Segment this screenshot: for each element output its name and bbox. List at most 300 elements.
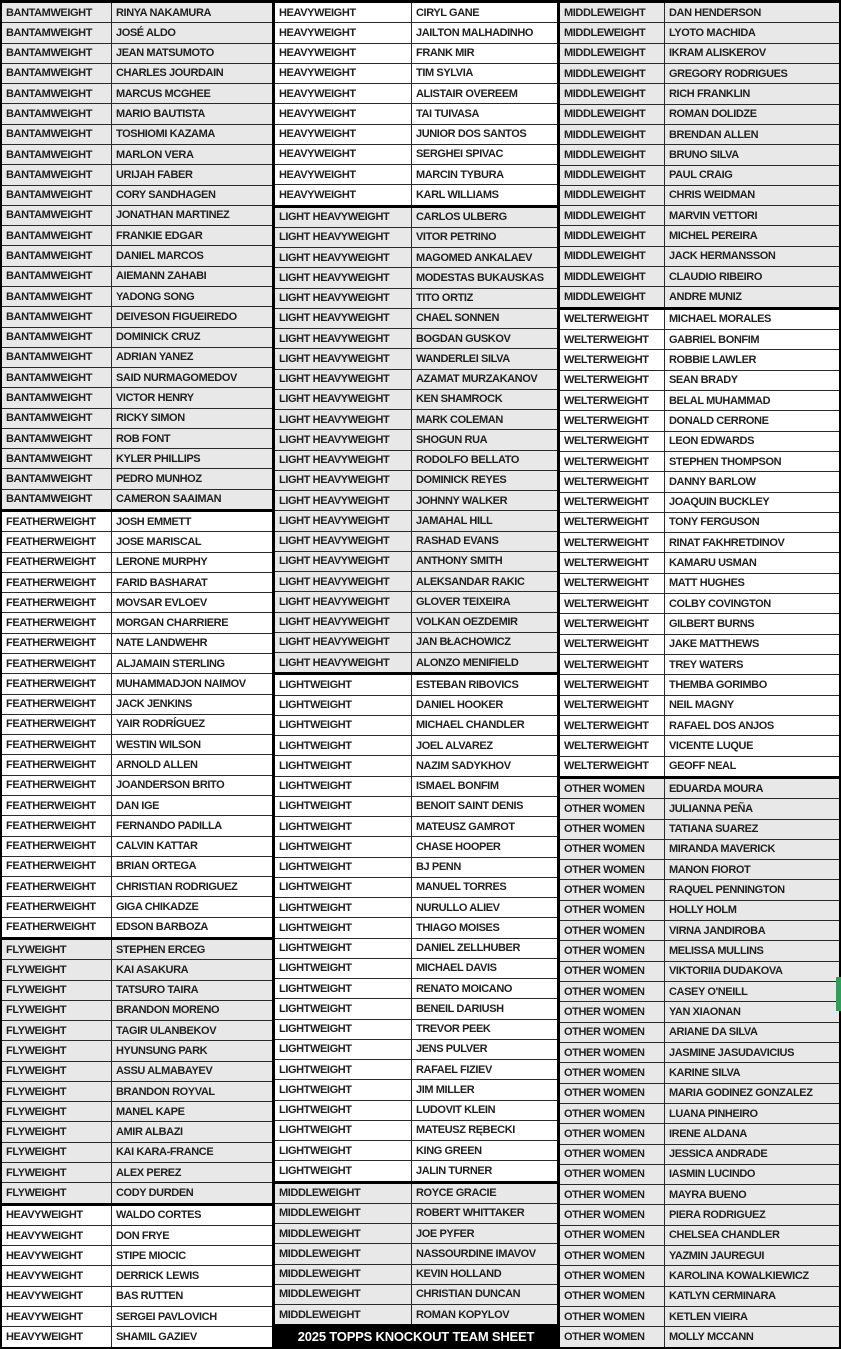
fighter-name-cell[interactable]: PAUL CRAIG [669, 169, 733, 182]
weight-class-cell[interactable]: OTHER WOMEN [560, 1205, 665, 1224]
fighter-name-cell[interactable]: THEMBA GORIMBO [669, 678, 767, 691]
fighter-name-cell[interactable]: MARVIN VETTORI [669, 209, 758, 222]
weight-class-cell[interactable]: HEAVYWEIGHT [275, 44, 412, 63]
weight-class-cell[interactable]: HEAVYWEIGHT [275, 64, 412, 83]
weight-class-cell[interactable]: WELTERWEIGHT [560, 411, 665, 430]
fighter-name-cell[interactable]: ALJAMAIN STERLING [116, 657, 225, 670]
fighter-name-cell[interactable]: GLOVER TEIXEIRA [416, 595, 511, 608]
weight-class-cell[interactable]: LIGHTWEIGHT [275, 736, 412, 755]
fighter-name-cell[interactable]: ESTEBAN RIBOVICS [416, 678, 519, 691]
fighter-name-cell[interactable]: URIJAH FABER [116, 168, 193, 181]
fighter-name-cell[interactable]: TREY WATERS [669, 658, 744, 671]
fighter-name-cell[interactable]: WANDERLEI SILVA [416, 352, 510, 365]
fighter-name-cell[interactable]: GIGA CHIKADZE [116, 901, 199, 914]
weight-class-cell[interactable]: LIGHTWEIGHT [275, 1161, 412, 1180]
fighter-name-cell[interactable]: RAQUEL PENNINGTON [669, 884, 785, 897]
weight-class-cell[interactable]: WELTERWEIGHT [560, 594, 665, 613]
weight-class-cell[interactable]: LIGHT HEAVYWEIGHT [275, 592, 412, 611]
fighter-name-cell[interactable]: TAI TUIVASA [416, 107, 480, 120]
weight-class-cell[interactable]: BANTAMWEIGHT [2, 206, 112, 225]
weight-class-cell[interactable]: MIDDLEWEIGHT [560, 287, 665, 306]
weight-class-cell[interactable]: MIDDLEWEIGHT [560, 125, 665, 144]
fighter-name-cell[interactable]: PIERA RODRIGUEZ [669, 1209, 766, 1222]
fighter-name-cell[interactable]: LUDOVIT KLEIN [416, 1104, 496, 1117]
weight-class-cell[interactable]: HEAVYWEIGHT [2, 1226, 112, 1245]
weight-class-cell[interactable]: MIDDLEWEIGHT [560, 3, 665, 22]
fighter-name-cell[interactable]: FERNANDO PADILLA [116, 819, 222, 832]
fighter-name-cell[interactable]: DAN IGE [116, 799, 160, 812]
fighter-name-cell[interactable]: LYOTO MACHIDA [669, 26, 756, 39]
weight-class-cell[interactable]: LIGHTWEIGHT [275, 797, 412, 816]
fighter-name-cell[interactable]: KETLEN VIEIRA [669, 1310, 748, 1323]
weight-class-cell[interactable]: LIGHT HEAVYWEIGHT [275, 268, 412, 287]
weight-class-cell[interactable]: MIDDLEWEIGHT [560, 44, 665, 63]
weight-class-cell[interactable]: LIGHT HEAVYWEIGHT [275, 511, 412, 530]
fighter-name-cell[interactable]: KING GREEN [416, 1144, 482, 1157]
fighter-name-cell[interactable]: CLAUDIO RIBEIRO [669, 270, 763, 283]
fighter-name-cell[interactable]: YADONG SONG [116, 290, 195, 303]
fighter-name-cell[interactable]: TATIANA SUAREZ [669, 823, 758, 836]
weight-class-cell[interactable]: OTHER WOMEN [560, 1307, 665, 1326]
weight-class-cell[interactable]: LIGHTWEIGHT [275, 1141, 412, 1160]
weight-class-cell[interactable]: WELTERWEIGHT [560, 472, 665, 491]
weight-class-cell[interactable]: LIGHTWEIGHT [275, 837, 412, 856]
weight-class-cell[interactable]: BANTAMWEIGHT [2, 368, 112, 387]
weight-class-cell[interactable]: MIDDLEWEIGHT [560, 267, 665, 286]
weight-class-cell[interactable]: HEAVYWEIGHT [275, 145, 412, 164]
fighter-name-cell[interactable]: DANIEL ZELLHUBER [416, 942, 521, 955]
weight-class-cell[interactable]: MIDDLEWEIGHT [275, 1285, 412, 1304]
fighter-name-cell[interactable]: STEPHEN THOMPSON [669, 455, 782, 468]
fighter-name-cell[interactable]: CHELSEA CHANDLER [669, 1229, 780, 1242]
weight-class-cell[interactable]: LIGHT HEAVYWEIGHT [275, 349, 412, 368]
fighter-name-cell[interactable]: MORGAN CHARRIERE [116, 617, 229, 630]
weight-class-cell[interactable]: MIDDLEWEIGHT [275, 1224, 412, 1243]
weight-class-cell[interactable]: FLYWEIGHT [2, 981, 112, 1000]
fighter-name-cell[interactable]: MICHAEL MORALES [669, 313, 771, 326]
fighter-name-cell[interactable]: KATLYN CERMINARA [669, 1290, 776, 1303]
fighter-name-cell[interactable]: DANIEL HOOKER [416, 699, 503, 712]
weight-class-cell[interactable]: FEATHERWEIGHT [2, 796, 112, 815]
fighter-name-cell[interactable]: ALEKSANDAR RAKIC [416, 575, 525, 588]
weight-class-cell[interactable]: MIDDLEWEIGHT [560, 186, 665, 205]
weight-class-cell[interactable]: FEATHERWEIGHT [2, 715, 112, 734]
weight-class-cell[interactable]: OTHER WOMEN [560, 921, 665, 940]
weight-class-cell[interactable]: LIGHT HEAVYWEIGHT [275, 309, 412, 328]
weight-class-cell[interactable]: WELTERWEIGHT [560, 452, 665, 471]
fighter-name-cell[interactable]: LEON EDWARDS [669, 435, 755, 448]
fighter-name-cell[interactable]: ADRIAN YANEZ [116, 351, 194, 364]
weight-class-cell[interactable]: LIGHT HEAVYWEIGHT [275, 471, 412, 490]
weight-class-cell[interactable]: FEATHERWEIGHT [2, 776, 112, 795]
weight-class-cell[interactable]: MIDDLEWEIGHT [275, 1305, 412, 1324]
fighter-name-cell[interactable]: BRUNO SILVA [669, 148, 739, 161]
weight-class-cell[interactable]: OTHER WOMEN [560, 1023, 665, 1042]
weight-class-cell[interactable]: HEAVYWEIGHT [2, 1307, 112, 1326]
fighter-name-cell[interactable]: CORY SANDHAGEN [116, 189, 216, 202]
weight-class-cell[interactable]: FEATHERWEIGHT [2, 755, 112, 774]
fighter-name-cell[interactable]: JOAQUIN BUCKLEY [669, 496, 770, 509]
weight-class-cell[interactable]: LIGHTWEIGHT [275, 756, 412, 775]
fighter-name-cell[interactable]: MICHAEL CHANDLER [416, 719, 525, 732]
fighter-name-cell[interactable]: SHOGUN RUA [416, 433, 488, 446]
fighter-name-cell[interactable]: CHARLES JOURDAIN [116, 67, 224, 80]
weight-class-cell[interactable]: BANTAMWEIGHT [2, 287, 112, 306]
fighter-name-cell[interactable]: AIEMANN ZAHABI [116, 270, 207, 283]
fighter-name-cell[interactable]: CIRYL GANE [416, 6, 480, 19]
weight-class-cell[interactable]: BANTAMWEIGHT [2, 388, 112, 407]
weight-class-cell[interactable]: LIGHT HEAVYWEIGHT [275, 653, 412, 672]
weight-class-cell[interactable]: BANTAMWEIGHT [2, 226, 112, 245]
fighter-name-cell[interactable]: TAGIR ULANBEKOV [116, 1024, 217, 1037]
weight-class-cell[interactable]: BANTAMWEIGHT [2, 3, 112, 22]
fighter-name-cell[interactable]: JALIN TURNER [416, 1164, 492, 1177]
weight-class-cell[interactable]: FEATHERWEIGHT [2, 634, 112, 653]
weight-class-cell[interactable]: LIGHTWEIGHT [275, 777, 412, 796]
weight-class-cell[interactable]: FEATHERWEIGHT [2, 512, 112, 531]
fighter-name-cell[interactable]: BELAL MUHAMMAD [669, 394, 771, 407]
weight-class-cell[interactable]: HEAVYWEIGHT [2, 1327, 112, 1346]
weight-class-cell[interactable]: LIGHT HEAVYWEIGHT [275, 329, 412, 348]
weight-class-cell[interactable]: BANTAMWEIGHT [2, 429, 112, 448]
fighter-name-cell[interactable]: STIPE MIOCIC [116, 1249, 186, 1262]
selection-handle[interactable] [836, 977, 841, 1011]
fighter-name-cell[interactable]: VIRNA JANDIROBA [669, 924, 766, 937]
weight-class-cell[interactable]: HEAVYWEIGHT [2, 1287, 112, 1306]
fighter-name-cell[interactable]: CHRISTIAN DUNCAN [416, 1288, 521, 1301]
weight-class-cell[interactable]: LIGHTWEIGHT [275, 858, 412, 877]
fighter-name-cell[interactable]: MANEL KAPE [116, 1105, 185, 1118]
fighter-name-cell[interactable]: ROBBIE LAWLER [669, 353, 757, 366]
fighter-name-cell[interactable]: BRANDON MORENO [116, 1004, 220, 1017]
weight-class-cell[interactable]: LIGHTWEIGHT [275, 696, 412, 715]
fighter-name-cell[interactable]: AZAMAT MURZAKANOV [416, 373, 538, 386]
fighter-name-cell[interactable]: MANUEL TORRES [416, 881, 507, 894]
weight-class-cell[interactable]: BANTAMWEIGHT [2, 348, 112, 367]
weight-class-cell[interactable]: OTHER WOMEN [560, 860, 665, 879]
weight-class-cell[interactable]: WELTERWEIGHT [560, 310, 665, 329]
fighter-name-cell[interactable]: MOLLY MCCANN [669, 1330, 754, 1343]
weight-class-cell[interactable]: BANTAMWEIGHT [2, 64, 112, 83]
fighter-name-cell[interactable]: VOLKAN OEZDEMIR [416, 616, 518, 629]
weight-class-cell[interactable]: HEAVYWEIGHT [275, 165, 412, 184]
fighter-name-cell[interactable]: ROMAN KOPYLOV [416, 1308, 510, 1321]
fighter-name-cell[interactable]: IKRAM ALISKEROV [669, 47, 766, 60]
weight-class-cell[interactable]: FEATHERWEIGHT [2, 613, 112, 632]
fighter-name-cell[interactable]: JACK JENKINS [116, 698, 192, 711]
fighter-name-cell[interactable]: JACK HERMANSSON [669, 250, 776, 263]
weight-class-cell[interactable]: WELTERWEIGHT [560, 493, 665, 512]
weight-class-cell[interactable]: LIGHT HEAVYWEIGHT [275, 208, 412, 227]
weight-class-cell[interactable]: MIDDLEWEIGHT [560, 206, 665, 225]
weight-class-cell[interactable]: FEATHERWEIGHT [2, 897, 112, 916]
fighter-name-cell[interactable]: THIAGO MOISES [416, 921, 500, 934]
weight-class-cell[interactable]: FLYWEIGHT [2, 1102, 112, 1121]
fighter-name-cell[interactable]: BENEIL DARIUSH [416, 1002, 504, 1015]
fighter-name-cell[interactable]: JAN BŁACHOWICZ [416, 636, 511, 649]
weight-class-cell[interactable]: WELTERWEIGHT [560, 655, 665, 674]
fighter-name-cell[interactable]: COLBY COVINGTON [669, 597, 771, 610]
fighter-name-cell[interactable]: CASEY O'NEILL [669, 985, 748, 998]
weight-class-cell[interactable]: BANTAMWEIGHT [2, 23, 112, 42]
weight-class-cell[interactable]: LIGHT HEAVYWEIGHT [275, 491, 412, 510]
weight-class-cell[interactable]: HEAVYWEIGHT [275, 185, 412, 204]
fighter-name-cell[interactable]: ALEX PEREZ [116, 1166, 182, 1179]
fighter-name-cell[interactable]: JOE PYFER [416, 1227, 475, 1240]
fighter-name-cell[interactable]: VICTOR HENRY [116, 391, 194, 404]
fighter-name-cell[interactable]: KARINE SILVA [669, 1066, 741, 1079]
fighter-name-cell[interactable]: JONATHAN MARTINEZ [116, 209, 230, 222]
fighter-name-cell[interactable]: MARK COLEMAN [416, 413, 503, 426]
fighter-name-cell[interactable]: JOHNNY WALKER [416, 494, 508, 507]
weight-class-cell[interactable]: LIGHT HEAVYWEIGHT [275, 451, 412, 470]
fighter-name-cell[interactable]: JEAN MATSUMOTO [116, 47, 214, 60]
fighter-name-cell[interactable]: JIM MILLER [416, 1083, 475, 1096]
fighter-name-cell[interactable]: MICHEL PEREIRA [669, 230, 758, 243]
fighter-name-cell[interactable]: YAZMIN JAUREGUI [669, 1249, 765, 1262]
weight-class-cell[interactable]: FLYWEIGHT [2, 1183, 112, 1202]
weight-class-cell[interactable]: LIGHTWEIGHT [275, 675, 412, 694]
weight-class-cell[interactable]: OTHER WOMEN [560, 840, 665, 859]
weight-class-cell[interactable]: MIDDLEWEIGHT [560, 64, 665, 83]
fighter-name-cell[interactable]: DANNY BARLOW [669, 475, 756, 488]
weight-class-cell[interactable]: OTHER WOMEN [560, 880, 665, 899]
weight-class-cell[interactable]: OTHER WOMEN [560, 799, 665, 818]
weight-class-cell[interactable]: WELTERWEIGHT [560, 614, 665, 633]
fighter-name-cell[interactable]: ROMAN DOLIDZE [669, 108, 757, 121]
weight-class-cell[interactable]: MIDDLEWEIGHT [560, 166, 665, 185]
weight-class-cell[interactable]: MIDDLEWEIGHT [275, 1184, 412, 1203]
weight-class-cell[interactable]: BANTAMWEIGHT [2, 145, 112, 164]
fighter-name-cell[interactable]: MELISSA MULLINS [669, 945, 764, 958]
fighter-name-cell[interactable]: JOSE MARISCAL [116, 535, 202, 548]
fighter-name-cell[interactable]: KEN SHAMROCK [416, 393, 503, 406]
weight-class-cell[interactable]: MIDDLEWEIGHT [560, 23, 665, 42]
weight-class-cell[interactable]: WELTERWEIGHT [560, 716, 665, 735]
fighter-name-cell[interactable]: ISMAEL BONFIM [416, 780, 499, 793]
weight-class-cell[interactable]: LIGHT HEAVYWEIGHT [275, 370, 412, 389]
fighter-name-cell[interactable]: MARCUS MCGHEE [116, 87, 211, 100]
weight-class-cell[interactable]: LIGHT HEAVYWEIGHT [275, 532, 412, 551]
fighter-name-cell[interactable]: JAMAHAL HILL [416, 514, 493, 527]
fighter-name-cell[interactable]: ARNOLD ALLEN [116, 759, 198, 772]
weight-class-cell[interactable]: LIGHTWEIGHT [275, 1121, 412, 1140]
weight-class-cell[interactable]: HEAVYWEIGHT [2, 1246, 112, 1265]
weight-class-cell[interactable]: LIGHTWEIGHT [275, 1080, 412, 1099]
fighter-name-cell[interactable]: HYUNSUNG PARK [116, 1044, 208, 1057]
weight-class-cell[interactable]: FEATHERWEIGHT [2, 816, 112, 835]
fighter-name-cell[interactable]: MUHAMMADJON NAIMOV [116, 677, 246, 690]
fighter-name-cell[interactable]: AMIR ALBAZI [116, 1126, 183, 1139]
weight-class-cell[interactable]: LIGHTWEIGHT [275, 1040, 412, 1059]
weight-class-cell[interactable]: LIGHT HEAVYWEIGHT [275, 633, 412, 652]
fighter-name-cell[interactable]: RAFAEL FIZIEV [416, 1063, 492, 1076]
fighter-name-cell[interactable]: TATSURO TAIRA [116, 984, 199, 997]
weight-class-cell[interactable]: LIGHTWEIGHT [275, 979, 412, 998]
fighter-name-cell[interactable]: JESSICA ANDRADE [669, 1148, 768, 1161]
weight-class-cell[interactable]: OTHER WOMEN [560, 962, 665, 981]
weight-class-cell[interactable]: WELTERWEIGHT [560, 432, 665, 451]
weight-class-cell[interactable]: OTHER WOMEN [560, 1124, 665, 1143]
weight-class-cell[interactable]: MIDDLEWEIGHT [560, 84, 665, 103]
fighter-name-cell[interactable]: ANDRE MUNIZ [669, 291, 742, 304]
fighter-name-cell[interactable]: TREVOR PEEK [416, 1023, 491, 1036]
fighter-name-cell[interactable]: VITOR PETRINO [416, 231, 497, 244]
weight-class-cell[interactable]: BANTAMWEIGHT [2, 469, 112, 488]
weight-class-cell[interactable]: FLYWEIGHT [2, 1122, 112, 1141]
fighter-name-cell[interactable]: CALVIN KATTAR [116, 840, 198, 853]
fighter-name-cell[interactable]: BOGDAN GUSKOV [416, 332, 511, 345]
weight-class-cell[interactable]: OTHER WOMEN [560, 820, 665, 839]
fighter-name-cell[interactable]: BAS RUTTEN [116, 1290, 183, 1303]
fighter-name-cell[interactable]: DOMINICK REYES [416, 474, 507, 487]
fighter-name-cell[interactable]: DEIVESON FIGUEIREDO [116, 310, 237, 323]
fighter-name-cell[interactable]: RODOLFO BELLATO [416, 454, 519, 467]
fighter-name-cell[interactable]: GABRIEL BONFIM [669, 333, 760, 346]
fighter-name-cell[interactable]: TONY FERGUSON [669, 516, 760, 529]
fighter-name-cell[interactable]: GEOFF NEAL [669, 760, 736, 773]
weight-class-cell[interactable]: WELTERWEIGHT [560, 391, 665, 410]
fighter-name-cell[interactable]: DOMINICK CRUZ [116, 331, 201, 344]
weight-class-cell[interactable]: BANTAMWEIGHT [2, 490, 112, 509]
weight-class-cell[interactable]: FEATHERWEIGHT [2, 654, 112, 673]
fighter-name-cell[interactable]: SEAN BRADY [669, 374, 738, 387]
weight-class-cell[interactable]: LIGHT HEAVYWEIGHT [275, 410, 412, 429]
fighter-name-cell[interactable]: TIM SYLVIA [416, 67, 473, 80]
weight-class-cell[interactable]: BANTAMWEIGHT [2, 409, 112, 428]
fighter-name-cell[interactable]: DAN HENDERSON [669, 6, 761, 19]
weight-class-cell[interactable]: LIGHTWEIGHT [275, 716, 412, 735]
fighter-name-cell[interactable]: WALDO CORTES [116, 1209, 202, 1222]
weight-class-cell[interactable]: OTHER WOMEN [560, 1063, 665, 1082]
fighter-name-cell[interactable]: RINAT FAKHRETDINOV [669, 536, 785, 549]
fighter-name-cell[interactable]: MIRANDA MAVERICK [669, 843, 776, 856]
weight-class-cell[interactable]: HEAVYWEIGHT [275, 23, 412, 42]
fighter-name-cell[interactable]: JOSÉ ALDO [116, 26, 176, 39]
fighter-name-cell[interactable]: JULIANNA PEÑA [669, 802, 753, 815]
weight-class-cell[interactable]: MIDDLEWEIGHT [275, 1244, 412, 1263]
weight-class-cell[interactable]: OTHER WOMEN [560, 1043, 665, 1062]
fighter-name-cell[interactable]: KEVIN HOLLAND [416, 1268, 502, 1281]
weight-class-cell[interactable]: HEAVYWEIGHT [275, 125, 412, 144]
weight-class-cell[interactable]: LIGHTWEIGHT [275, 999, 412, 1018]
weight-class-cell[interactable]: HEAVYWEIGHT [275, 3, 412, 22]
fighter-name-cell[interactable]: BRENDAN ALLEN [669, 128, 759, 141]
weight-class-cell[interactable]: FEATHERWEIGHT [2, 593, 112, 612]
weight-class-cell[interactable]: WELTERWEIGHT [560, 757, 665, 776]
fighter-name-cell[interactable]: VICENTE LUQUE [669, 739, 754, 752]
fighter-name-cell[interactable]: FRANKIE EDGAR [116, 229, 203, 242]
weight-class-cell[interactable]: FLYWEIGHT [2, 1021, 112, 1040]
weight-class-cell[interactable]: BANTAMWEIGHT [2, 84, 112, 103]
fighter-name-cell[interactable]: HOLLY HOLM [669, 904, 737, 917]
weight-class-cell[interactable]: LIGHTWEIGHT [275, 1101, 412, 1120]
weight-class-cell[interactable]: LIGHT HEAVYWEIGHT [275, 248, 412, 267]
weight-class-cell[interactable]: LIGHT HEAVYWEIGHT [275, 613, 412, 632]
weight-class-cell[interactable]: FEATHERWEIGHT [2, 532, 112, 551]
fighter-name-cell[interactable]: MICHAEL DAVIS [416, 962, 497, 975]
weight-class-cell[interactable]: LIGHT HEAVYWEIGHT [275, 390, 412, 409]
fighter-name-cell[interactable]: CODY DURDEN [116, 1186, 194, 1199]
fighter-name-cell[interactable]: VIKTORIIA DUDAKOVA [669, 965, 783, 978]
weight-class-cell[interactable]: OTHER WOMEN [560, 1287, 665, 1306]
weight-class-cell[interactable]: HEAVYWEIGHT [2, 1266, 112, 1285]
weight-class-cell[interactable]: OTHER WOMEN [560, 941, 665, 960]
weight-class-cell[interactable]: WELTERWEIGHT [560, 371, 665, 390]
weight-class-cell[interactable]: BANTAMWEIGHT [2, 449, 112, 468]
fighter-name-cell[interactable]: EDUARDA MOURA [669, 782, 763, 795]
weight-class-cell[interactable]: BANTAMWEIGHT [2, 186, 112, 205]
fighter-name-cell[interactable]: LUANA PINHEIRO [669, 1107, 758, 1120]
fighter-name-cell[interactable]: MARLON VERA [116, 148, 194, 161]
weight-class-cell[interactable]: LIGHT HEAVYWEIGHT [275, 289, 412, 308]
fighter-name-cell[interactable]: SERGEI PAVLOVICH [116, 1310, 217, 1323]
fighter-name-cell[interactable]: RENATO MOICANO [416, 982, 513, 995]
fighter-name-cell[interactable]: MOVSAR EVLOEV [116, 596, 207, 609]
weight-class-cell[interactable]: FLYWEIGHT [2, 1001, 112, 1020]
weight-class-cell[interactable]: LIGHT HEAVYWEIGHT [275, 430, 412, 449]
fighter-name-cell[interactable]: MAGOMED ANKALAEV [416, 251, 533, 264]
fighter-name-cell[interactable]: STEPHEN ERCEG [116, 943, 205, 956]
weight-class-cell[interactable]: FEATHERWEIGHT [2, 877, 112, 896]
weight-class-cell[interactable]: LIGHTWEIGHT [275, 1060, 412, 1079]
fighter-name-cell[interactable]: CARLOS ULBERG [416, 211, 507, 224]
weight-class-cell[interactable]: BANTAMWEIGHT [2, 246, 112, 265]
fighter-name-cell[interactable]: RICKY SIMON [116, 412, 185, 425]
weight-class-cell[interactable]: BANTAMWEIGHT [2, 267, 112, 286]
fighter-name-cell[interactable]: NEIL MAGNY [669, 699, 734, 712]
fighter-name-cell[interactable]: DANIEL MARCOS [116, 250, 204, 263]
weight-class-cell[interactable]: FEATHERWEIGHT [2, 857, 112, 876]
fighter-name-cell[interactable]: NASSOURDINE IMAVOV [416, 1247, 536, 1260]
weight-class-cell[interactable]: FEATHERWEIGHT [2, 553, 112, 572]
fighter-name-cell[interactable]: BJ PENN [416, 861, 461, 874]
weight-class-cell[interactable]: FEATHERWEIGHT [2, 918, 112, 937]
weight-class-cell[interactable]: FLYWEIGHT [2, 1041, 112, 1060]
fighter-name-cell[interactable]: GREGORY RODRIGUES [669, 67, 788, 80]
fighter-name-cell[interactable]: MARCIN TYBURA [416, 168, 504, 181]
fighter-name-cell[interactable]: MODESTAS BUKAUSKAS [416, 271, 544, 284]
weight-class-cell[interactable]: FEATHERWEIGHT [2, 695, 112, 714]
fighter-name-cell[interactable]: BENOIT SAINT DENIS [416, 800, 524, 813]
fighter-name-cell[interactable]: JAKE MATTHEWS [669, 638, 759, 651]
weight-class-cell[interactable]: LIGHT HEAVYWEIGHT [275, 228, 412, 247]
weight-class-cell[interactable]: HEAVYWEIGHT [275, 84, 412, 103]
weight-class-cell[interactable]: LIGHTWEIGHT [275, 918, 412, 937]
weight-class-cell[interactable]: FEATHERWEIGHT [2, 573, 112, 592]
fighter-name-cell[interactable]: CHAEL SONNEN [416, 312, 500, 325]
weight-class-cell[interactable]: WELTERWEIGHT [560, 330, 665, 349]
fighter-name-cell[interactable]: YAIR RODRÍGUEZ [116, 718, 205, 731]
fighter-name-cell[interactable]: ALONZO MENIFIELD [416, 656, 519, 669]
weight-class-cell[interactable]: OTHER WOMEN [560, 1266, 665, 1285]
fighter-name-cell[interactable]: RINYA NAKAMURA [116, 6, 212, 19]
fighter-name-cell[interactable]: MARIO BAUTISTA [116, 108, 205, 121]
weight-class-cell[interactable]: OTHER WOMEN [560, 1185, 665, 1204]
weight-class-cell[interactable]: OTHER WOMEN [560, 1165, 665, 1184]
fighter-name-cell[interactable]: KAMARU USMAN [669, 557, 757, 570]
fighter-name-cell[interactable]: KAI KARA-FRANCE [116, 1146, 214, 1159]
weight-class-cell[interactable]: LIGHTWEIGHT [275, 959, 412, 978]
fighter-name-cell[interactable]: KYLER PHILLIPS [116, 452, 201, 465]
weight-class-cell[interactable]: WELTERWEIGHT [560, 635, 665, 654]
weight-class-cell[interactable]: BANTAMWEIGHT [2, 328, 112, 347]
fighter-name-cell[interactable]: ROBERT WHITTAKER [416, 1207, 525, 1220]
weight-class-cell[interactable]: HEAVYWEIGHT [275, 104, 412, 123]
fighter-name-cell[interactable]: JUNIOR DOS SANTOS [416, 128, 527, 141]
fighter-name-cell[interactable]: ANTHONY SMITH [416, 555, 503, 568]
fighter-name-cell[interactable]: ASSU ALMABAYEV [116, 1065, 213, 1078]
